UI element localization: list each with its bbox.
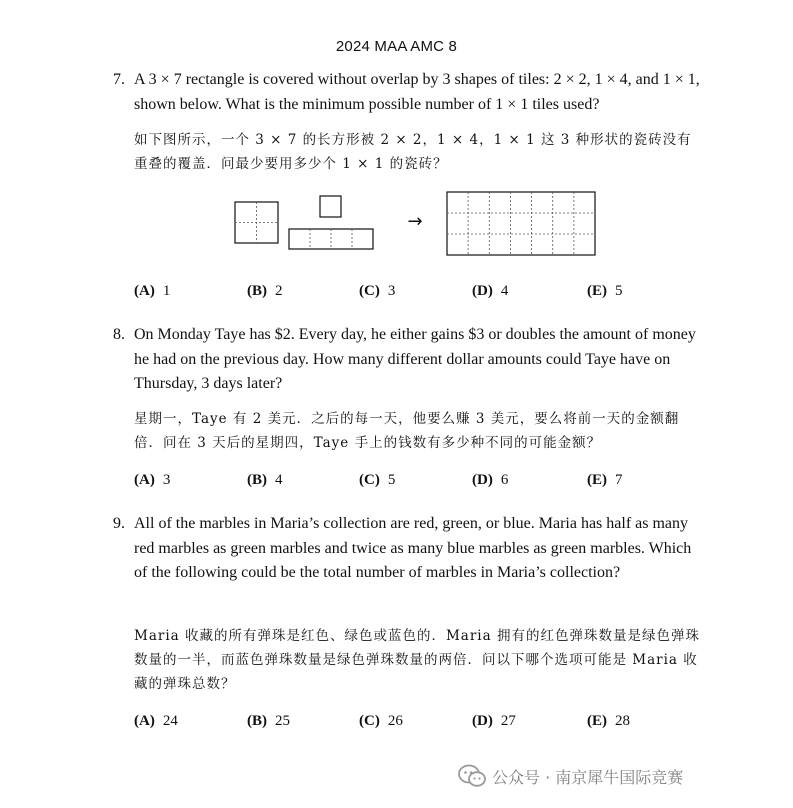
choice-value: 24 [162,713,178,729]
choice-label: (C) [359,713,380,729]
choice-label: (D) [472,283,493,299]
choice-label: (B) [247,472,267,488]
choice-label: (E) [587,283,607,299]
choice-b [247,468,283,492]
problem-english-text: A 3 × 7 rectangle is covered without overlap by 3 shapes of tiles: 2 × 2, 1 × 4, and 1 × 1, shown below. What is the minimum possible number of 1 × 1 tiles used? [134,71,700,113]
rectangle-3x7 [447,192,595,255]
problem-chinese-text: 星期一，Taye 有 2 美元．之后的每一天，他要么赚 3 美元，要么将前一天的金额翻倍．问在 3 天后的星期四，Taye 手上的钱数有多少种不同的可能金额？ [134,411,680,451]
choice-e [587,279,623,303]
choice-label: (A) [134,283,155,299]
choice-value: 6 [500,472,509,488]
choice-label: (D) [472,713,493,729]
choice-d [472,468,508,492]
choice-label: (B) [247,283,267,299]
page-header: 2024 MAA AMC 8 [335,38,458,55]
choice-label: (E) [587,713,607,729]
choice-value: 3 [387,283,396,299]
choice-a [134,709,178,733]
problem-english-text: On Monday Taye has $2. Every day, he either gains $3 or doubles the amount of money he had on the previous day. How many different dollar amounts could Taye have on Thursday, 3 days later? [134,326,696,392]
problem-7 [113,68,703,308]
choice-value: 7 [615,472,623,488]
choice-e [587,709,630,733]
problem-8 [113,323,703,493]
choice-label: (B) [247,713,267,729]
choice-label: (D) [472,472,493,488]
choice-a [134,279,170,303]
answer-choices [134,468,694,492]
choice-e [587,468,623,492]
choice-d [472,279,508,303]
choice-value: 3 [162,472,171,488]
problem-chinese-text: 如下图所示，一个 3 × 7 的长方形被 2 × 2，1 × 4，1 × 1 这 3 种形状的瓷砖没有重叠的覆盖．问最少要用多少个 1 × 1 的瓷砖？ [134,132,692,172]
choice-value: 26 [387,713,403,729]
tiles-figure [233,190,597,258]
problem-number: 8. [113,326,125,343]
choice-label: (A) [134,472,155,488]
problem-chinese-text: Maria 收藏的所有弹珠是红色、绿色或蓝色的．Maria 拥有的红色弹珠数量是绿色弹珠数量的一半，而蓝色弹珠数量是绿色弹珠数量的两倍．问以下哪个选项可能是 Maria 收藏的弹珠总数？ [134,628,700,692]
problem-number: 7. [113,71,125,88]
choice-value: 5 [387,472,396,488]
choice-value: 2 [275,283,283,299]
tile-1x4 [289,229,373,249]
choice-value: 5 [615,283,623,299]
problem-number: 9. [113,515,125,532]
choice-label: (E) [587,472,607,488]
choice-b [247,279,283,303]
problem-english-text: All of the marbles in Maria’s collection are red, green, or blue. Maria has half as many red marbles as green marbles and twice as many blue marbles as green marbles. Which of the following could be the total number of marbles in Maria’s collection? [134,515,692,581]
choice-d [472,709,516,733]
choice-value: 27 [500,713,516,729]
arrow-icon: → [407,211,423,232]
answer-choices [134,279,694,303]
choice-a [134,468,170,492]
choice-c [359,709,403,733]
watermark-text: 公众号 · 南京犀牛国际竞赛 [492,767,684,787]
choice-label: (A) [134,713,155,729]
choice-b [247,709,290,733]
choice-value: 4 [275,472,283,488]
answer-choices [134,709,694,733]
choice-label: (C) [359,472,380,488]
tile-2x2 [235,202,278,243]
wechat-icon [458,763,486,789]
choice-c [359,468,395,492]
choice-label: (C) [359,283,380,299]
watermark [458,762,683,790]
choice-c [359,279,395,303]
tile-1x1 [320,196,341,217]
problem-9 [113,512,703,737]
choice-value: 1 [162,283,171,299]
choice-value: 4 [500,283,509,299]
choice-value: 25 [275,713,290,729]
choice-value: 28 [615,713,630,729]
